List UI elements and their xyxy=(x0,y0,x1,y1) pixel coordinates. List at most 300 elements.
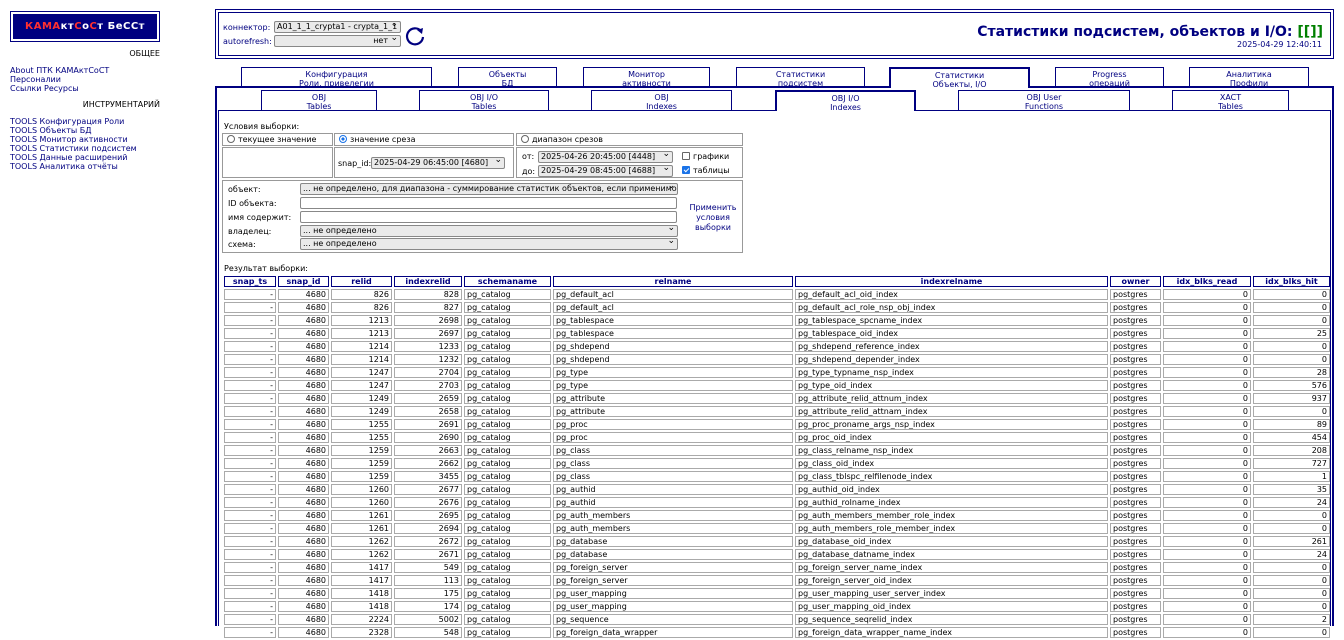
cell-idx-blks-hit: 0 xyxy=(1253,289,1330,300)
table-row xyxy=(224,380,1330,391)
section-tools-title: ИНСТРУМЕНТАРИЙ xyxy=(82,100,160,109)
connector-select[interactable]: A01_1_1_crypta1 - crypta_1_1 ⌄ xyxy=(274,21,401,33)
cell-schemaname: pg_catalog xyxy=(464,627,551,638)
cell-snap-ts: - xyxy=(224,484,276,495)
cell-relname: pg_class xyxy=(553,471,793,482)
cell-schemaname: pg_catalog xyxy=(464,575,551,586)
tab-monitor[interactable] xyxy=(583,67,710,87)
cell-owner: postgres xyxy=(1110,601,1161,612)
tab-line: OBJ I/O xyxy=(831,94,860,103)
opt-range-label: диапазон срезов xyxy=(532,135,603,144)
top-bar xyxy=(215,9,1334,59)
tab-line: Аналитика xyxy=(1226,70,1272,79)
column-header-schemaname[interactable]: schemaname xyxy=(464,276,551,287)
cell-relname: pg_default_acl xyxy=(553,302,793,313)
cell-indexrelname: pg_sequence_seqrelid_index xyxy=(795,614,1108,625)
table-row xyxy=(224,419,1330,430)
radio-current-icon[interactable] xyxy=(227,135,235,143)
cell-idx-blks-read: 0 xyxy=(1163,575,1251,586)
column-header-snap-id[interactable]: snap_id xyxy=(278,276,329,287)
radio-range-icon[interactable] xyxy=(521,135,529,143)
cell-idx-blks-read: 0 xyxy=(1163,393,1251,404)
cell-indexrelname: pg_database_oid_index xyxy=(795,536,1108,547)
cell-indexrelname: pg_tablespace_oid_index xyxy=(795,328,1108,339)
tab-line: Статистики xyxy=(775,70,826,79)
cell-snap-id: 4680 xyxy=(278,341,329,352)
column-header-relid[interactable]: relid xyxy=(331,276,392,287)
cell-relid: 1249 xyxy=(331,393,392,404)
column-header-snap-ts[interactable]: snap_ts xyxy=(224,276,276,287)
table-row xyxy=(224,549,1330,560)
tab-line: Tables xyxy=(471,102,497,111)
tab-config[interactable] xyxy=(241,67,432,87)
cell-indexrelname: pg_default_acl_oid_index xyxy=(795,289,1108,300)
cell-relid: 1213 xyxy=(331,328,392,339)
cell-relname: pg_proc xyxy=(553,419,793,430)
subtab-objio-tables[interactable] xyxy=(419,90,549,110)
cell-snap-id: 4680 xyxy=(278,471,329,482)
cell-relname: pg_authid xyxy=(553,497,793,508)
cell-snap-id: 4680 xyxy=(278,419,329,430)
cell-indexrelid: 2690 xyxy=(394,432,462,443)
cell-idx-blks-read: 0 xyxy=(1163,549,1251,560)
cell-indexrelname: pg_shdepend_reference_index xyxy=(795,341,1108,352)
cell-indexrelid: 175 xyxy=(394,588,462,599)
cell-schemaname: pg_catalog xyxy=(464,510,551,521)
cell-idx-blks-hit: 727 xyxy=(1253,458,1330,469)
to-select[interactable]: 2025-04-29 08:45:00 [4688] ⌄ xyxy=(538,165,673,177)
cell-schemaname: pg_catalog xyxy=(464,445,551,456)
cell-owner: postgres xyxy=(1110,562,1161,573)
cell-indexrelid: 2663 xyxy=(394,445,462,456)
cell-relid: 1262 xyxy=(331,549,392,560)
cell-indexrelname: pg_attribute_relid_attnam_index xyxy=(795,406,1108,417)
contains-label: имя содержит: xyxy=(228,213,292,222)
cell-snap-id: 4680 xyxy=(278,354,329,365)
sidebar xyxy=(0,0,212,626)
cell-snap-ts: - xyxy=(224,289,276,300)
opt-range[interactable] xyxy=(521,135,603,144)
cell-relid: 1260 xyxy=(331,484,392,495)
slice-box xyxy=(334,147,514,178)
opt-slice-box[interactable] xyxy=(334,133,514,146)
opt-slice[interactable] xyxy=(339,135,415,144)
link-resources[interactable]: Ссылки Ресурсы xyxy=(10,84,79,93)
column-header-idx-blks-hit[interactable]: idx_blks_hit xyxy=(1253,276,1330,287)
table-row xyxy=(224,406,1330,417)
cell-relid: 1255 xyxy=(331,432,392,443)
cell-relid: 1213 xyxy=(331,315,392,326)
table-row xyxy=(224,484,1330,495)
cell-relname: pg_sequence xyxy=(553,614,793,625)
table-row xyxy=(224,471,1330,482)
column-header-idx-blks-read[interactable]: idx_blks_read xyxy=(1163,276,1251,287)
object-label: объект: xyxy=(228,185,261,194)
cell-schemaname: pg_catalog xyxy=(464,354,551,365)
column-header-relname[interactable]: relname xyxy=(553,276,793,287)
logo-part: КАМА xyxy=(25,21,61,32)
cell-owner: postgres xyxy=(1110,445,1161,456)
cell-schemaname: pg_catalog xyxy=(464,523,551,534)
cell-indexrelname: pg_proc_proname_args_nsp_index xyxy=(795,419,1108,430)
cell-schemaname: pg_catalog xyxy=(464,341,551,352)
column-header-indexrelname[interactable]: indexrelname xyxy=(795,276,1108,287)
cell-snap-id: 4680 xyxy=(278,601,329,612)
graphs-checkbox[interactable] xyxy=(682,152,690,160)
cell-indexrelid: 2695 xyxy=(394,510,462,521)
cell-relid: 1259 xyxy=(331,458,392,469)
cell-indexrelid: 828 xyxy=(394,289,462,300)
snap-select[interactable]: 2025-04-29 06:45:00 [4680] ⌄ xyxy=(371,157,505,169)
cell-idx-blks-hit: 1 xyxy=(1253,471,1330,482)
cell-indexrelid: 549 xyxy=(394,562,462,573)
cell-snap-ts: - xyxy=(224,562,276,573)
cell-relid: 1214 xyxy=(331,341,392,352)
top-bar-inner xyxy=(218,12,1331,56)
logo-part: С xyxy=(89,21,98,32)
tab-analytics[interactable] xyxy=(1189,67,1309,87)
result-title: Результат выборки: xyxy=(224,264,308,273)
link-tools-monitor[interactable]: TOOLS Монитор активности xyxy=(10,135,128,144)
cell-snap-id: 4680 xyxy=(278,367,329,378)
logo[interactable] xyxy=(10,11,160,42)
tab-line: Объекты, I/O xyxy=(932,80,987,89)
cell-schemaname: pg_catalog xyxy=(464,328,551,339)
cell-snap-ts: - xyxy=(224,354,276,365)
cell-owner: postgres xyxy=(1110,367,1161,378)
section-general-title: ОБЩЕЕ xyxy=(129,49,160,58)
cell-schemaname: pg_catalog xyxy=(464,601,551,612)
cell-schemaname: pg_catalog xyxy=(464,536,551,547)
cell-snap-id: 4680 xyxy=(278,380,329,391)
cell-snap-id: 4680 xyxy=(278,302,329,313)
cell-indexrelname: pg_authid_rolname_index xyxy=(795,497,1108,508)
subtab-obj-indexes[interactable] xyxy=(591,90,732,110)
cell-schemaname: pg_catalog xyxy=(464,458,551,469)
cell-idx-blks-read: 0 xyxy=(1163,497,1251,508)
apply-button[interactable] xyxy=(688,203,738,233)
table-row xyxy=(224,315,1330,326)
subtab-objio-indexes[interactable] xyxy=(775,90,916,111)
cell-schemaname: pg_catalog xyxy=(464,367,551,378)
autorefresh-label: autorefresh: xyxy=(223,37,272,46)
cell-indexrelname: pg_user_mapping_oid_index xyxy=(795,601,1108,612)
connector-label: коннектор: xyxy=(223,23,271,32)
cell-snap-ts: - xyxy=(224,380,276,391)
tab-line: подсистем xyxy=(777,79,824,88)
cell-idx-blks-hit: 0 xyxy=(1253,406,1330,417)
cell-owner: postgres xyxy=(1110,354,1161,365)
cell-snap-id: 4680 xyxy=(278,289,329,300)
cell-owner: postgres xyxy=(1110,588,1161,599)
cell-indexrelname: pg_database_datname_index xyxy=(795,549,1108,560)
cell-owner: postgres xyxy=(1110,341,1161,352)
cell-idx-blks-read: 0 xyxy=(1163,627,1251,638)
cell-indexrelid: 2697 xyxy=(394,328,462,339)
cell-snap-ts: - xyxy=(224,367,276,378)
cell-indexrelname: pg_auth_members_role_member_index xyxy=(795,523,1108,534)
cell-idx-blks-read: 0 xyxy=(1163,536,1251,547)
cell-indexrelid: 2704 xyxy=(394,367,462,378)
subtab-xact-tables[interactable] xyxy=(1172,90,1289,110)
cell-relname: pg_shdepend xyxy=(553,354,793,365)
cell-idx-blks-read: 0 xyxy=(1163,471,1251,482)
cell-indexrelid: 2694 xyxy=(394,523,462,534)
cell-snap-id: 4680 xyxy=(278,549,329,560)
cell-schemaname: pg_catalog xyxy=(464,315,551,326)
refresh-icon[interactable] xyxy=(404,25,426,47)
cell-schemaname: pg_catalog xyxy=(464,484,551,495)
tab-line: Роли, привелегии xyxy=(299,79,374,88)
cell-indexrelid: 827 xyxy=(394,302,462,313)
table-row xyxy=(224,497,1330,508)
cell-snap-id: 4680 xyxy=(278,523,329,534)
cell-indexrelid: 1232 xyxy=(394,354,462,365)
opt-range-box[interactable] xyxy=(516,133,743,146)
cell-owner: postgres xyxy=(1110,614,1161,625)
cell-snap-id: 4680 xyxy=(278,406,329,417)
table-row xyxy=(224,302,1330,313)
cell-indexrelid: 3455 xyxy=(394,471,462,482)
cell-idx-blks-hit: 576 xyxy=(1253,380,1330,391)
cell-schemaname: pg_catalog xyxy=(464,614,551,625)
owner-label: владелец: xyxy=(228,227,272,236)
cell-idx-blks-read: 0 xyxy=(1163,380,1251,391)
cell-indexrelname: pg_class_tblspc_relfilenode_index xyxy=(795,471,1108,482)
cell-owner: postgres xyxy=(1110,484,1161,495)
cell-schemaname: pg_catalog xyxy=(464,419,551,430)
apply-line: Применить xyxy=(689,203,737,212)
from-select[interactable]: 2025-04-26 20:45:00 [4448] ⌄ xyxy=(538,151,673,163)
cell-owner: postgres xyxy=(1110,419,1161,430)
table-row xyxy=(224,614,1330,625)
subtab-obj-tables[interactable] xyxy=(261,90,377,110)
cell-snap-ts: - xyxy=(224,406,276,417)
cell-indexrelname: pg_type_typname_nsp_index xyxy=(795,367,1108,378)
cell-relname: pg_foreign_server xyxy=(553,575,793,586)
tab-line: OBJ xyxy=(311,93,327,102)
cell-indexrelname: pg_tablespace_spcname_index xyxy=(795,315,1108,326)
object-select[interactable]: ... не определено, для диапазона - суммирование статистик объектов, если применимо ⌄ xyxy=(300,183,678,195)
cell-relname: pg_tablespace xyxy=(553,315,793,326)
cell-snap-id: 4680 xyxy=(278,562,329,573)
table-row xyxy=(224,458,1330,469)
cell-idx-blks-read: 0 xyxy=(1163,315,1251,326)
result-table xyxy=(222,274,1332,640)
cell-idx-blks-hit: 0 xyxy=(1253,302,1330,313)
cell-idx-blks-read: 0 xyxy=(1163,432,1251,443)
link-tools-config[interactable]: TOOLS Конфигурация Роли xyxy=(10,117,125,126)
cell-snap-id: 4680 xyxy=(278,315,329,326)
tables-label: таблицы xyxy=(693,166,730,175)
cell-indexrelid: 2672 xyxy=(394,536,462,547)
cell-relid: 2224 xyxy=(331,614,392,625)
to-label: до: xyxy=(522,167,536,176)
cell-idx-blks-read: 0 xyxy=(1163,302,1251,313)
column-header-indexrelid[interactable]: indexrelid xyxy=(394,276,462,287)
table-row xyxy=(224,432,1330,443)
table-row xyxy=(224,588,1330,599)
cell-owner: postgres xyxy=(1110,328,1161,339)
cell-snap-id: 4680 xyxy=(278,627,329,638)
contains-input[interactable] xyxy=(300,211,677,223)
column-header-owner[interactable]: owner xyxy=(1110,276,1161,287)
cell-idx-blks-hit: 28 xyxy=(1253,367,1330,378)
cell-idx-blks-read: 0 xyxy=(1163,328,1251,339)
owner-select[interactable]: ... не определено ⌄ xyxy=(300,225,678,237)
cell-indexrelid: 174 xyxy=(394,601,462,612)
tab-stats-objects[interactable] xyxy=(889,67,1030,88)
cell-snap-ts: - xyxy=(224,549,276,560)
opt-current-box[interactable] xyxy=(222,133,333,146)
tables-option[interactable] xyxy=(682,166,730,175)
tab-stats-subsystems[interactable] xyxy=(736,67,865,87)
link-tools-analytics[interactable]: TOOLS Аналитика отчёты xyxy=(10,162,118,171)
cell-snap-ts: - xyxy=(224,393,276,404)
cell-indexrelname: pg_type_oid_index xyxy=(795,380,1108,391)
tables-checkbox[interactable] xyxy=(682,166,690,174)
objid-input[interactable] xyxy=(300,197,677,209)
cell-indexrelid: 2671 xyxy=(394,549,462,560)
logo-part: т БеССт xyxy=(97,21,145,32)
cell-relname: pg_auth_members xyxy=(553,523,793,534)
cell-indexrelname: pg_foreign_server_name_index xyxy=(795,562,1108,573)
cell-relid: 1418 xyxy=(331,601,392,612)
cell-relid: 1417 xyxy=(331,575,392,586)
cell-indexrelname: pg_user_mapping_user_server_index xyxy=(795,588,1108,599)
tab-line: БД xyxy=(501,79,514,88)
cell-relname: pg_proc xyxy=(553,432,793,443)
link-tools-stats[interactable]: TOOLS Статистики подсистем xyxy=(10,144,137,153)
cell-schemaname: pg_catalog xyxy=(464,432,551,443)
cell-indexrelname: pg_authid_oid_index xyxy=(795,484,1108,495)
table-header-row xyxy=(224,276,1330,287)
cell-snap-ts: - xyxy=(224,510,276,521)
cell-idx-blks-hit: 0 xyxy=(1253,575,1330,586)
cell-owner: postgres xyxy=(1110,523,1161,534)
cell-relid: 1261 xyxy=(331,523,392,534)
from-label: от: xyxy=(522,152,535,161)
cell-owner: postgres xyxy=(1110,497,1161,508)
schema-label: схема: xyxy=(228,240,256,249)
opt-current[interactable] xyxy=(227,135,316,144)
current-datetime: 2025-04-29 12:40:11 xyxy=(1237,40,1322,49)
cell-relname: pg_type xyxy=(553,380,793,391)
cell-idx-blks-hit: 0 xyxy=(1253,588,1330,599)
cell-idx-blks-read: 0 xyxy=(1163,289,1251,300)
cell-snap-ts: - xyxy=(224,419,276,430)
cell-idx-blks-hit: 937 xyxy=(1253,393,1330,404)
link-tools-objects[interactable]: TOOLS Объекты БД xyxy=(10,126,92,135)
cell-owner: postgres xyxy=(1110,627,1161,638)
cell-idx-blks-hit: 0 xyxy=(1253,523,1330,534)
cell-relid: 1262 xyxy=(331,536,392,547)
cell-idx-blks-read: 0 xyxy=(1163,419,1251,430)
cell-relname: pg_type xyxy=(553,367,793,378)
tab-progress[interactable] xyxy=(1055,67,1164,87)
cell-idx-blks-hit: 0 xyxy=(1253,562,1330,573)
cell-idx-blks-read: 0 xyxy=(1163,341,1251,352)
cell-snap-id: 4680 xyxy=(278,588,329,599)
cell-indexrelname: pg_class_oid_index xyxy=(795,458,1108,469)
cell-indexrelid: 2677 xyxy=(394,484,462,495)
link-tools-extensions[interactable]: TOOLS Данные расширений xyxy=(10,153,128,162)
logo-part: о xyxy=(82,21,90,32)
table-row xyxy=(224,354,1330,365)
cell-relname: pg_tablespace xyxy=(553,328,793,339)
cell-indexrelid: 1233 xyxy=(394,341,462,352)
cell-idx-blks-hit: 0 xyxy=(1253,627,1330,638)
cell-owner: postgres xyxy=(1110,549,1161,560)
cell-owner: postgres xyxy=(1110,393,1161,404)
cell-snap-ts: - xyxy=(224,614,276,625)
cell-idx-blks-read: 0 xyxy=(1163,601,1251,612)
cell-indexrelname: pg_foreign_server_oid_index xyxy=(795,575,1108,586)
cell-relname: pg_shdepend xyxy=(553,341,793,352)
opt-slice-label: значение среза xyxy=(350,135,416,144)
cell-snap-ts: - xyxy=(224,497,276,508)
table-row xyxy=(224,627,1330,638)
link-about[interactable]: About ПТК КАМАктСоСТ xyxy=(10,66,110,75)
cell-idx-blks-read: 0 xyxy=(1163,354,1251,365)
tab-line: Progress xyxy=(1092,70,1127,79)
cell-relid: 1247 xyxy=(331,367,392,378)
cell-relid: 2328 xyxy=(331,627,392,638)
tab-objects[interactable] xyxy=(458,67,557,87)
cell-relid: 1259 xyxy=(331,445,392,456)
cell-idx-blks-hit: 261 xyxy=(1253,536,1330,547)
cell-schemaname: pg_catalog xyxy=(464,471,551,482)
cell-idx-blks-hit: 0 xyxy=(1253,354,1330,365)
cell-relname: pg_attribute xyxy=(553,393,793,404)
subtab-obj-functions[interactable] xyxy=(958,90,1130,110)
general-links xyxy=(10,66,210,93)
table-body xyxy=(224,289,1330,638)
cell-relid: 1261 xyxy=(331,510,392,521)
cell-indexrelname: pg_attribute_relid_attnum_index xyxy=(795,393,1108,404)
cell-snap-id: 4680 xyxy=(278,536,329,547)
cell-relid: 1247 xyxy=(331,380,392,391)
cell-idx-blks-hit: 0 xyxy=(1253,315,1330,326)
table-row xyxy=(224,393,1330,404)
cell-idx-blks-read: 0 xyxy=(1163,523,1251,534)
cell-relname: pg_authid xyxy=(553,484,793,495)
cell-idx-blks-read: 0 xyxy=(1163,406,1251,417)
logo-part: С xyxy=(74,21,83,32)
graphs-option[interactable] xyxy=(682,152,729,161)
tab-line: OBJ xyxy=(654,93,669,102)
tab-line: Конфигурация xyxy=(305,70,368,79)
tab-line: Indexes xyxy=(646,102,677,111)
tab-line: OBJ User xyxy=(1026,93,1062,102)
link-personalii[interactable]: Персоналии xyxy=(10,75,61,84)
page-title-brackets: [[]] xyxy=(1297,24,1323,40)
cell-indexrelid: 5002 xyxy=(394,614,462,625)
cell-idx-blks-hit: 35 xyxy=(1253,484,1330,495)
schema-select[interactable]: ... не определено ⌄ xyxy=(300,238,678,250)
cell-owner: postgres xyxy=(1110,575,1161,586)
cell-owner: postgres xyxy=(1110,289,1161,300)
tab-line: Tables xyxy=(1218,102,1243,111)
tab-line: активности xyxy=(622,79,671,88)
autorefresh-select[interactable]: нет ⌄ xyxy=(274,35,401,47)
tab-line: OBJ I/O xyxy=(469,93,499,102)
cell-relname: pg_foreign_data_wrapper xyxy=(553,627,793,638)
cell-relid: 1249 xyxy=(331,406,392,417)
radio-slice-icon[interactable] xyxy=(339,135,347,143)
cell-idx-blks-read: 0 xyxy=(1163,614,1251,625)
cell-relid: 826 xyxy=(331,289,392,300)
